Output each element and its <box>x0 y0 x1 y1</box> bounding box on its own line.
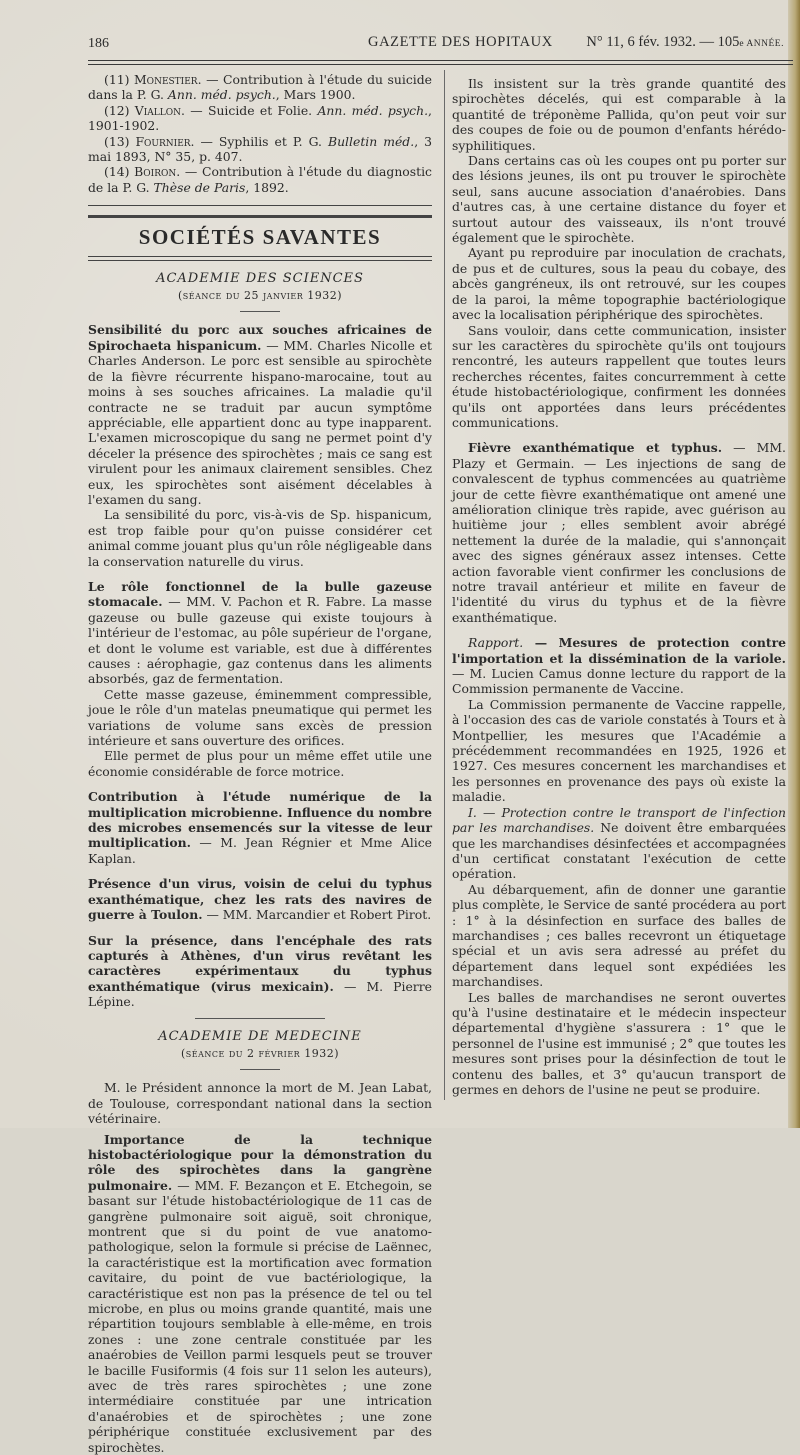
column-divider <box>444 70 445 1100</box>
paragraph: Cette masse gazeuse, éminemment compressible, joue le rôle d'un matelas pneumatique qui permet les variations de volume sans excès de pression intérieure et sans ouverture des orifices. <box>88 686 432 749</box>
paragraph: La Commission permanente de Vaccine rappelle, à l'occasion des cas de variole constatés à Tours et à Montpellier, les mesures que l'Académie a précédemment recommandées en 1925, 1926 et 1927. Ces mesures concernent les marchandises et les personnes en provenance des pays où existe la maladie. <box>452 696 786 805</box>
left-column <box>88 72 432 1455</box>
divider <box>195 1018 325 1019</box>
communication-virus-toulon: Présence d'un virus, voisin de celui du typhus exanthématique, chez les rats des navires de guerre à Toulon. — MM. Marcandier et Robert Pirot. <box>88 876 432 923</box>
paragraph: Dans certains cas où les coupes ont pu porter sur des lésions jeunes, ils ont pu trouver le spirochète seul, sans aucune association d'anaérobies. Dans d'autres cas, à une certaine distance du foyer et surtout autour des vaisseaux, ils n'ont trouvé également que le spirochète. <box>452 153 786 246</box>
header-rule-thin <box>88 64 793 65</box>
right-column <box>452 76 786 1097</box>
reference-13: (13) Fournier. — Syphilis et P. G. Bulletin méd., 3 mai 1893, N° 35, p. 407. <box>88 133 433 165</box>
academy-sciences-heading: ACADEMIE DES SCIENCES <box>156 270 364 286</box>
page-edge <box>788 0 800 1128</box>
short-divider <box>240 311 280 312</box>
issue-main: N° 11, 6 fév. 1932. — 105 <box>586 34 740 50</box>
page-number: 186 <box>88 36 109 51</box>
communication-athenes: Sur la présence, dans l'encéphale des rats capturés à Athènes, d'un virus revêtant les caractères expérimentaux du typhus exanthématique (virus mexicain). — M. Pierre Lépine. <box>88 932 432 1010</box>
paragraph: La sensibilité du porc, vis-à-vis de Sp. hispanicum, est trop faible pour qu'on puisse considérer cet animal comme jouant plus qu'un rôle négligeable dans la conservation naturelle du virus. <box>88 507 432 569</box>
rapport-variole: Rapport. — Mesures de protection contre l'importation et la dissémination de la variole. — M. Lucien Camus donne lecture du rapport de la Commission permanente de Vaccine. <box>452 635 786 697</box>
section-rule <box>88 205 432 218</box>
communication-porc: Sensibilité du porc aux souches africaines de Spirochaeta hispanicum. — MM. Charles Nicolle et Charles Anderson. Le porc est sensible au spirochète de la fièvre récurrente hispano-marocaine, tout au moins à ses souches africaines. La maladie qu'il contracte ne se traduit par aucun symptôme appréciable, elle appartient donc au type inapparent. L'examen microscopique du sang ne permet point d'y déceler la présence des spirochètes ; mais ce sang est virulent pour les animaux clairement sensibles. Chez eux, les spirochètes sont aisément décelables à l'examen du sang. <box>88 322 433 507</box>
journal-title: GAZETTE DES HOPITAUX <box>368 34 553 50</box>
communication-multiplication: Contribution à l'étude numérique de la multiplication microbienne. Influence du nombre des microbes ensemencés sur la vitesse de leur multiplication. — M. Jean Régnier et Mme Alice Kaplan. <box>88 789 432 866</box>
reference-14: (14) Boiron. — Contribution à l'étude du diagnostic de la P. G. Thèse de Paris, 1892. <box>88 164 432 195</box>
academy-medecine-session: (séance du 2 février 1932) <box>181 1046 339 1060</box>
paragraph: Au débarquement, afin de donner une garantie plus complète, le Service de santé procédera au port : 1° à la désinfection en surface des balles de marchandises ; ces balles recevront un étiquetage spécial et un avis sera adressé au préfet du département dans lequel sont expédiées les marchandises. <box>452 881 786 990</box>
issue-info <box>586 34 784 51</box>
header-rule <box>88 60 793 61</box>
paragraph: Ayant pu reproduire par inoculation de crachats, de pus et de cultures, sous la peau du cobaye, des abcès gangréneux, ils ont retrouvé, sur les coupes de la paroi, la même topographie bactériologique avec la localisation périphérique des spirochètes. <box>452 245 786 323</box>
section-rule-bottom <box>88 256 432 261</box>
paragraph: Les balles de marchandises ne seront ouvertes qu'à l'usine destinataire et le médecin inspecteur départemental d'hygiène s'assurera : 1° que le personnel de l'usine est immunisé ; 2° que toutes les mesures sont prises pour la désinfection de tout le contenu des balles, et 3° qu'aucun transport de germes en dehors de l'usine ne peut se produire. <box>452 989 786 1097</box>
paragraph: Ils insistent sur la très grande quantité des spirochètes décelés, qui est comparable à la quantité de tréponème Pallida, qu'on peut voir sur des coupes de foie ou de poumon d'enfants hérédo-syphilitiques. <box>452 76 786 153</box>
paragraph: Sans vouloir, dans cette communication, insister sur les caractères du spirochète qu'ils ont toujours rencontré, les auteurs rappellent que toutes leurs recherches récentes, faites concurremment à cette étude histobactériologique, confirment les données qu'ils ont apportées dans leurs précédentes communications. <box>452 322 786 430</box>
protection-item: I. — Protection contre le transport de l'infection par les marchandises. Ne doivent être embarquées que les marchandises désinfectées et accompagnées d'un certificat constatant l'exécution de cette opération. <box>452 804 786 882</box>
president-announcement: M. le Président annonce la mort de M. Jean Labat, de Toulouse, correspondant national dans la section vétérinaire. <box>88 1080 432 1127</box>
reference-12: (12) Viallon. — Suicide et Folie. Ann. méd. psych., 1901-1902. <box>88 102 432 134</box>
reference-11: (11) Monestier. — Contribution à l'étude du suicide dans la P. G. Ann. méd. psych., Mars 1900. <box>88 72 433 103</box>
communication-typhus: Fièvre exanthématique et typhus. — MM. Plazy et Germain. — Les injections de sang de convalescent de typhus commencées au quatrième jour de cette fièvre exanthématique ont amené une amélioration clinique très rapide, avec guérison au huitième jour ; elles semblent avoir abrégé nettement la durée de la maladie, qui s'annonçait avec des signes généraux assez intenses. Cette action favorable vient confirmer les conclusions de notre travail antérieur et milite en faveur de l'identité du virus du typhus et de la fièvre exanthématique. <box>452 440 786 625</box>
section-title: SOCIÉTÉS SAVANTES <box>138 225 382 250</box>
academy-sciences-session: (séance du 25 janvier 1932) <box>177 289 343 303</box>
academy-medecine-heading: ACADEMIE DE MEDECINE <box>158 1028 362 1044</box>
paragraph: Elle permet de plus pour un même effet utile une économie considérable de force motrice. <box>88 748 432 779</box>
communication-gangrene: Importance de la technique histobactériologique pour la démonstration du rôle des spirochètes dans la gangrène pulmonaire. — MM. F. Bezançon et E. Etchegoin, se basant sur l'étude histobactériologique de 11 cas de gangrène pulmonaire soit aiguë, soit chronique, montrent que si du point de vue anatomo-pathologique, selon la formule si précise de Laënnec, la caractéristique est la mortification avec formation cavitaire, du point de vue bactériologique, la caractéristique est non pas la présence de tel ou tel microbe, en plus ou moins grande quantité, mais une répartition toujours semblable à elle-même, en trois zones : une zone centrale constituée par les anaérobies de Veillon parmi lesquels peut se trouver le bacille Fusiformis (4 fois sur 11 selon les auteurs), avec de très rares spirochètes ; une zone intermédiaire constituée par une intrication d'anaérobies et de spirochètes ; une zone périphérique constituée exclusivement par des spirochètes. <box>88 1131 432 1455</box>
short-divider <box>240 1069 280 1070</box>
running-header <box>88 32 788 54</box>
issue-year-suffix: e ANNÉE. <box>739 39 784 49</box>
communication-bulle-gazeuse: Le rôle fonctionnel de la bulle gazeuse stomacale. — MM. V. Pachon et R. Fabre. La masse gazeuse ou bulle gazeuse qui existe toujours à l'intérieur de l'estomac, au pôle supérieur de l'organe, et dont le volume est variable, est due à différentes causes : aérophagie, gaz contenus dans les aliments absorbés, gaz de fermentation. <box>88 578 432 687</box>
